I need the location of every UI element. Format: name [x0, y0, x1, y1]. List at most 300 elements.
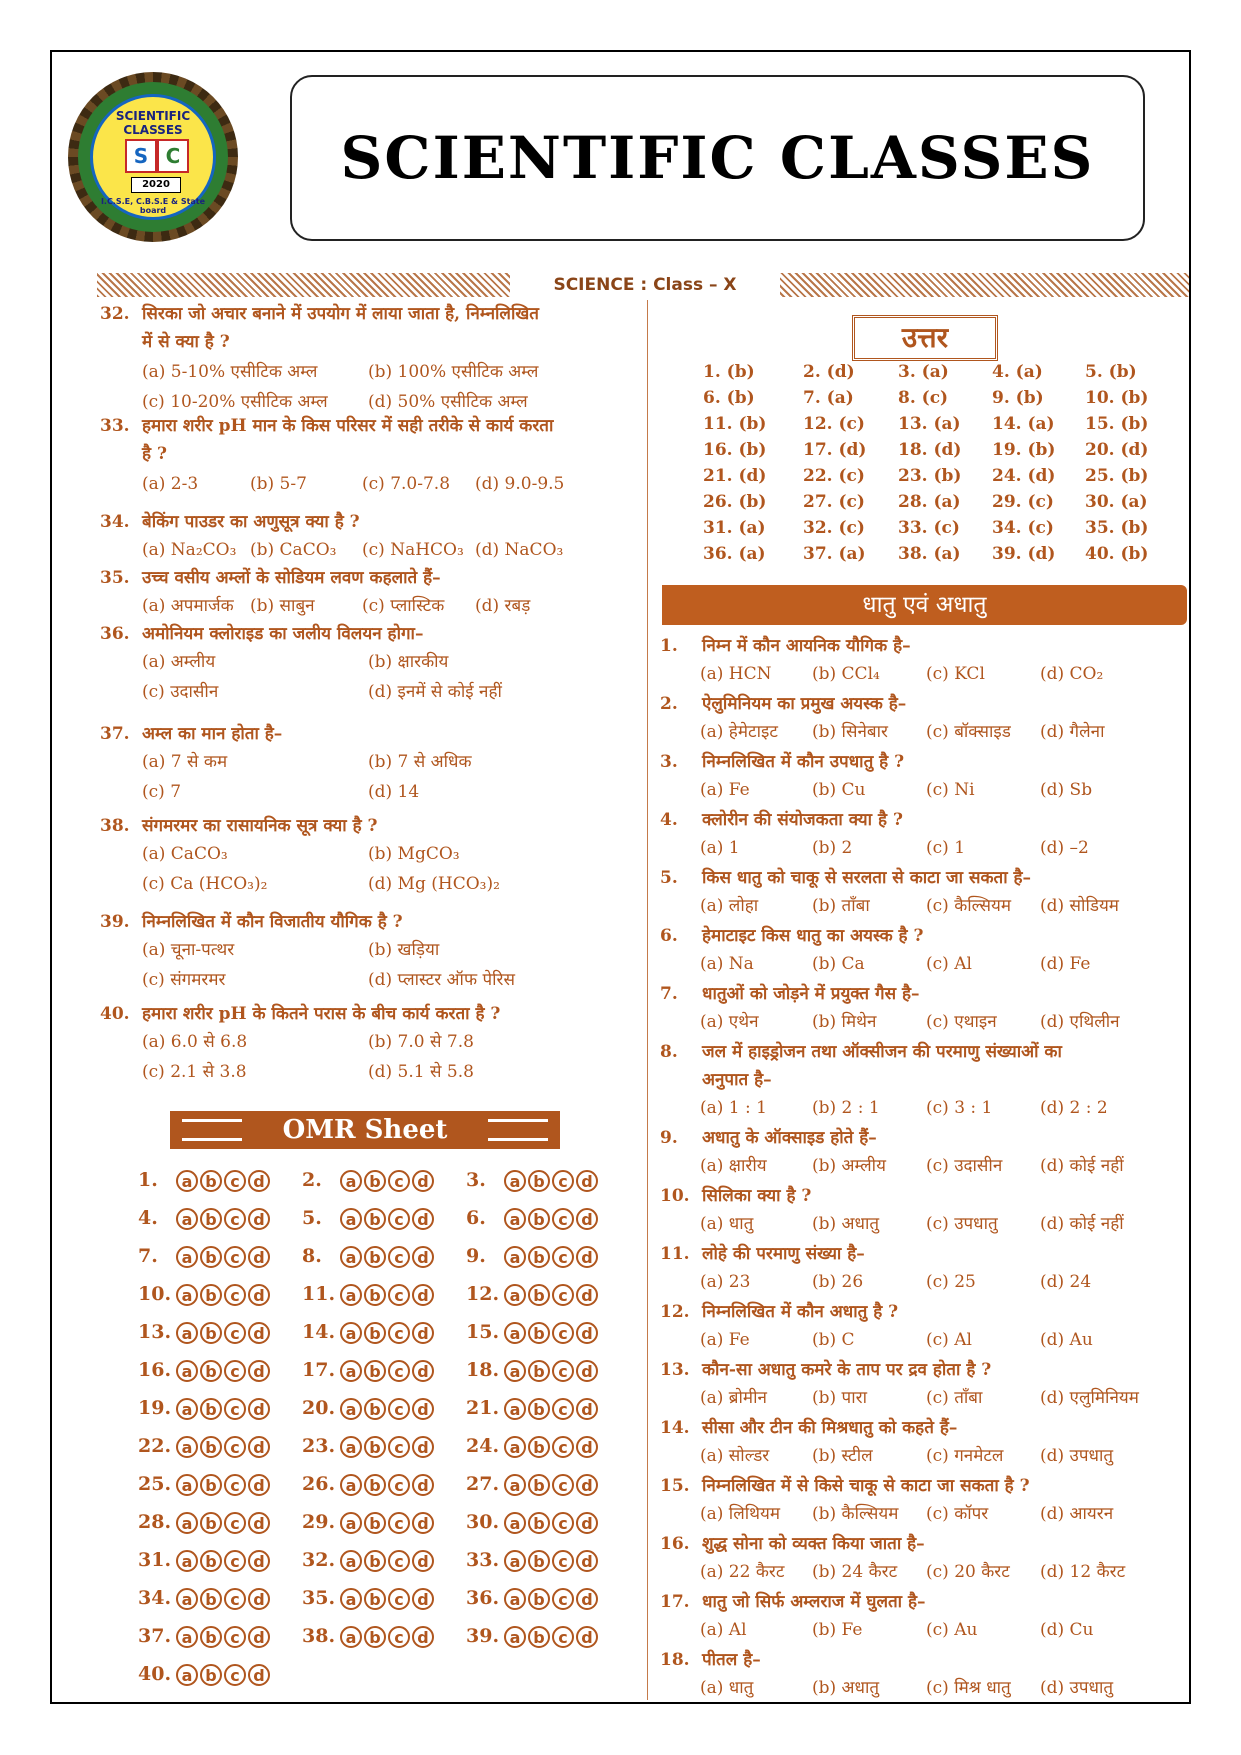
omr-number: 2.: [302, 1169, 322, 1191]
omr-bubble: c: [552, 1208, 574, 1230]
question-text: जल में हाइड्रोजन तथा ऑक्सीजन की परमाणु संख्याओं का: [702, 1042, 1062, 1062]
answer-item: 21. (d): [703, 466, 767, 486]
option: (c) Al: [926, 954, 972, 974]
question-number: 17.: [660, 1592, 690, 1612]
option: (d) CO₂: [1040, 664, 1104, 684]
answer-item: 28. (a): [898, 492, 961, 512]
question-item: [100, 1000, 640, 1028]
omr-bubble: a: [340, 1512, 362, 1534]
omr-bubble: d: [412, 1284, 434, 1306]
omr-row: [302, 1205, 436, 1231]
omr-number: 40.: [138, 1663, 172, 1685]
option: (b) 100% एसीटिक अम्ल: [368, 362, 539, 382]
omr-bubble: d: [412, 1626, 434, 1648]
omr-number: 29.: [302, 1511, 336, 1533]
omr-number: 17.: [302, 1359, 336, 1381]
option: (c) एथाइन: [926, 1012, 997, 1032]
omr-row: [466, 1471, 600, 1497]
question-number: 5.: [660, 868, 678, 888]
option: (a) अपमार्जक: [142, 596, 234, 616]
omr-bubble: b: [528, 1436, 550, 1458]
omr-bubble: a: [504, 1246, 526, 1268]
option: (c) 25: [926, 1272, 976, 1292]
omr-row: [466, 1319, 600, 1345]
question-item: [100, 508, 640, 536]
answer-item: 9. (b): [992, 388, 1044, 408]
question-text: अमोनियम क्लोराइड का जलीय विलयन होगा–: [142, 624, 424, 644]
omr-bubble: c: [552, 1360, 574, 1382]
omr-row: [138, 1167, 272, 1193]
omr-bubble: a: [504, 1436, 526, 1458]
omr-number: 4.: [138, 1207, 158, 1229]
answer-item: 24. (d): [992, 466, 1056, 486]
answer-item: 19. (b): [992, 440, 1056, 460]
option: (c) प्लास्टिक: [362, 596, 445, 616]
option: (c) Ni: [926, 780, 975, 800]
omr-bubble: b: [200, 1436, 222, 1458]
omr-bubble: c: [224, 1588, 246, 1610]
answer-item: 31. (a): [703, 518, 766, 538]
option: (b) 2 : 1: [812, 1098, 880, 1118]
omr-row: [302, 1471, 436, 1497]
question-number: 9.: [660, 1128, 678, 1148]
question-item: [660, 1182, 1190, 1210]
answer-item: 8. (c): [898, 388, 949, 408]
omr-bubble: b: [200, 1322, 222, 1344]
answer-item: 23. (b): [898, 466, 962, 486]
omr-bubble: d: [412, 1246, 434, 1268]
option: (c) 3 : 1: [926, 1098, 993, 1118]
option: (d) NaCO₃: [475, 540, 564, 560]
omr-bubble: d: [412, 1550, 434, 1572]
omr-row: [466, 1509, 600, 1535]
option: (d) प्लास्टर ऑफ पेरिस: [368, 970, 515, 990]
answer-item: 13. (a): [898, 414, 961, 434]
omr-bubble: a: [340, 1360, 362, 1382]
question-number: 7.: [660, 984, 678, 1004]
omr-bubble: c: [224, 1246, 246, 1268]
omr-number: 7.: [138, 1245, 158, 1267]
question-item: [660, 690, 1190, 718]
option: (c) Ca (HCO₃)₂: [142, 874, 268, 894]
omr-number: 28.: [138, 1511, 172, 1533]
answer-item: 1. (b): [703, 362, 755, 382]
omr-bubble: a: [504, 1322, 526, 1344]
question-item: [660, 748, 1190, 776]
omr-bubble: a: [176, 1664, 198, 1686]
question-text: सीसा और टीन की मिश्रधातु को कहते हैं–: [702, 1418, 958, 1438]
option: (a) लिथियम: [700, 1504, 781, 1524]
omr-title-bar: [170, 1111, 560, 1149]
option: (a) Fe: [700, 1330, 750, 1350]
omr-bubble: b: [200, 1474, 222, 1496]
answer-item: 11. (b): [703, 414, 767, 434]
option: (b) अधातु: [812, 1678, 880, 1698]
option: (d) 12 कैरट: [1040, 1562, 1126, 1582]
option: (b) Cu: [812, 780, 866, 800]
option: (d) 9.0-9.5: [475, 474, 565, 494]
omr-row: [138, 1357, 272, 1383]
question-text: अधातु के ऑक्साइड होते हैं–: [702, 1128, 877, 1148]
option: (d) सोडियम: [1040, 896, 1119, 916]
omr-bubble: b: [200, 1246, 222, 1268]
omr-bubble: a: [340, 1170, 362, 1192]
omr-bubble: d: [576, 1246, 598, 1268]
omr-bubble: d: [248, 1360, 270, 1382]
option: (b) साबुन: [250, 596, 315, 616]
omr-bubble: b: [364, 1284, 386, 1306]
omr-bubble: c: [552, 1588, 574, 1610]
option: (b) 5-7: [250, 474, 307, 494]
omr-bubble: c: [388, 1588, 410, 1610]
logo-year: 2020: [131, 177, 181, 193]
omr-row: [138, 1205, 272, 1231]
omr-bubble: d: [248, 1322, 270, 1344]
answer-item: 37. (a): [803, 544, 866, 564]
omr-bubble: d: [248, 1474, 270, 1496]
omr-bubble: b: [528, 1588, 550, 1610]
question-number: 39.: [100, 912, 130, 932]
omr-bubble: d: [248, 1664, 270, 1686]
logo-letter-s: S: [125, 139, 157, 173]
question-text: हमारा शरीर pH के कितने परास के बीच कार्य करता है ?: [142, 1004, 501, 1024]
logo-top-text: SCIENTIFIC CLASSES: [115, 109, 191, 137]
omr-bubble: c: [388, 1170, 410, 1192]
omr-bubble: c: [388, 1626, 410, 1648]
omr-bubble: c: [552, 1550, 574, 1572]
answer-item: 35. (b): [1085, 518, 1149, 538]
answer-item: 20. (d): [1085, 440, 1149, 460]
question-item: [660, 1530, 1190, 1558]
omr-row: [138, 1661, 272, 1687]
omr-bubble: b: [364, 1322, 386, 1344]
answer-item: 14. (a): [992, 414, 1055, 434]
omr-bubble: b: [528, 1360, 550, 1382]
omr-bubble: a: [176, 1550, 198, 1572]
omr-row: [302, 1585, 436, 1611]
question-item: [660, 1124, 1190, 1152]
option: (c) कैल्सियम: [926, 896, 1012, 916]
omr-row: [138, 1547, 272, 1573]
omr-bubble: c: [552, 1626, 574, 1648]
option: (a) एथेन: [700, 1012, 759, 1032]
omr-row: [302, 1623, 436, 1649]
omr-bubble: c: [552, 1170, 574, 1192]
option: (b) Fe: [812, 1620, 863, 1640]
answer-item: 32. (c): [803, 518, 865, 538]
omr-bubble: a: [504, 1550, 526, 1572]
option: (c) 20 कैरट: [926, 1562, 1010, 1582]
option: (c) कॉपर: [926, 1504, 989, 1524]
omr-bubble: b: [200, 1398, 222, 1420]
omr-bubble: d: [412, 1474, 434, 1496]
omr-bubble: b: [200, 1664, 222, 1686]
omr-bubble: c: [552, 1436, 574, 1458]
omr-bubble: c: [388, 1360, 410, 1382]
question-item: [660, 922, 1190, 950]
question-number: 11.: [660, 1244, 690, 1264]
omr-number: 39.: [466, 1625, 500, 1647]
omr-number: 22.: [138, 1435, 172, 1457]
omr-bubble: a: [340, 1550, 362, 1572]
question-text: शुद्ध सोना को व्यक्त किया जाता है–: [702, 1534, 925, 1554]
omr-bubble: a: [176, 1360, 198, 1382]
omr-number: 36.: [466, 1587, 500, 1609]
option: (b) सिनेबार: [812, 722, 888, 742]
omr-bubble: d: [576, 1512, 598, 1534]
omr-bubble: c: [224, 1398, 246, 1420]
omr-bubble: c: [388, 1322, 410, 1344]
omr-bubble: c: [224, 1170, 246, 1192]
omr-row: [138, 1395, 272, 1421]
omr-bubble: b: [200, 1360, 222, 1382]
answer-item: 6. (b): [703, 388, 755, 408]
omr-number: 27.: [466, 1473, 500, 1495]
omr-number: 8.: [302, 1245, 322, 1267]
question-text: निम्नलिखित में कौन उपधातु है ?: [702, 752, 905, 772]
omr-bubble: b: [200, 1512, 222, 1534]
omr-bubble: a: [504, 1360, 526, 1382]
omr-number: 14.: [302, 1321, 336, 1343]
option: (d) Mg (HCO₃)₂: [368, 874, 500, 894]
omr-row: [466, 1167, 600, 1193]
omr-row: [302, 1243, 436, 1269]
omr-bubble: a: [176, 1474, 198, 1496]
answer-item: 39. (d): [992, 544, 1056, 564]
option: (a) Fe: [700, 780, 750, 800]
option: (b) MgCO₃: [368, 844, 460, 864]
answer-item: 16. (b): [703, 440, 767, 460]
omr-bubble: d: [248, 1436, 270, 1458]
option: (c) बॉक्साइड: [926, 722, 1011, 742]
omr-bubble: c: [552, 1322, 574, 1344]
omr-row: [138, 1585, 272, 1611]
option: (b) C: [812, 1330, 855, 1350]
option: (a) 22 कैरट: [700, 1562, 785, 1582]
omr-bubble: c: [224, 1474, 246, 1496]
question-number: 36.: [100, 624, 130, 644]
omr-bubble: d: [248, 1284, 270, 1306]
omr-bubble: b: [528, 1246, 550, 1268]
omr-bubble: b: [364, 1626, 386, 1648]
option: (a) 2-3: [142, 474, 199, 494]
question-number: 32.: [100, 304, 130, 324]
option: (b) CCl₄: [812, 664, 880, 684]
omr-number: 31.: [138, 1549, 172, 1571]
option: (c) गनमेटल: [926, 1446, 1004, 1466]
question-number: 37.: [100, 724, 130, 744]
question-text: सिरका जो अचार बनाने में उपयोग में लाया जाता है, निम्नलिखित: [142, 304, 539, 324]
omr-bubble: a: [340, 1246, 362, 1268]
omr-bubble: d: [576, 1170, 598, 1192]
omr-bubble: c: [224, 1550, 246, 1572]
omr-row: [466, 1547, 600, 1573]
option: (a) अम्लीय: [142, 652, 216, 672]
omr-bubble: a: [504, 1398, 526, 1420]
omr-row: [466, 1205, 600, 1231]
omr-bubble: d: [576, 1436, 598, 1458]
question-number: 35.: [100, 568, 130, 588]
question-number: 13.: [660, 1360, 690, 1380]
omr-bubble: d: [412, 1360, 434, 1382]
omr-row: [138, 1243, 272, 1269]
question-item: [100, 300, 640, 328]
question-item: [100, 564, 640, 592]
omr-bubble: b: [528, 1474, 550, 1496]
omr-bubble: a: [176, 1170, 198, 1192]
column-divider: [647, 300, 648, 1700]
question-text-cont: अनुपात है–: [702, 1070, 772, 1090]
option: (c) 7: [142, 782, 182, 802]
option: (a) HCN: [700, 664, 772, 684]
question-text: पीतल है–: [702, 1650, 761, 1670]
omr-bubble: a: [176, 1512, 198, 1534]
omr-row: [466, 1281, 600, 1307]
omr-bubble: d: [248, 1550, 270, 1572]
omr-row: [138, 1281, 272, 1307]
omr-bubble: a: [176, 1398, 198, 1420]
question-text: किस धातु को चाकू से सरलता से काटा जा सकता है–: [702, 868, 1032, 888]
option: (a) ब्रोमीन: [700, 1388, 767, 1408]
answer-item: 33. (c): [898, 518, 960, 538]
option: (c) KCl: [926, 664, 985, 684]
option: (d) रबड़: [475, 596, 531, 616]
omr-bubble: b: [200, 1284, 222, 1306]
option: (a) सोल्डर: [700, 1446, 770, 1466]
option: (c) Au: [926, 1620, 978, 1640]
omr-bubble: c: [224, 1284, 246, 1306]
omr-bubble: d: [412, 1322, 434, 1344]
question-text-cont: में से क्या है ?: [142, 332, 230, 352]
option: (a) लोहा: [700, 896, 759, 916]
omr-number: 15.: [466, 1321, 500, 1343]
option: (d) –2: [1040, 838, 1089, 858]
omr-number: 20.: [302, 1397, 336, 1419]
omr-bubble: a: [504, 1284, 526, 1306]
omr-bubble: c: [224, 1208, 246, 1230]
omr-bubble: c: [552, 1474, 574, 1496]
answer-item: 38. (a): [898, 544, 961, 564]
omr-number: 37.: [138, 1625, 172, 1647]
omr-bubble: d: [576, 1626, 598, 1648]
omr-number: 12.: [466, 1283, 500, 1305]
answer-item: 7. (a): [803, 388, 854, 408]
omr-row: [138, 1509, 272, 1535]
question-text: निम्नलिखित में से किसे चाकू से काटा जा सकता है ?: [702, 1476, 1030, 1496]
omr-bubble: d: [576, 1550, 598, 1572]
option: (c) संगमरमर: [142, 970, 226, 990]
omr-bubble: b: [200, 1588, 222, 1610]
omr-bubble: b: [200, 1170, 222, 1192]
title-box: [290, 75, 1145, 241]
omr-row: [302, 1433, 436, 1459]
option: (a) क्षारीय: [700, 1156, 767, 1176]
question-number: 40.: [100, 1004, 130, 1024]
answer-item: 29. (c): [992, 492, 1054, 512]
omr-row: [302, 1509, 436, 1535]
omr-bubble: b: [528, 1322, 550, 1344]
option: (c) 2.1 से 3.8: [142, 1062, 247, 1082]
omr-number: 34.: [138, 1587, 172, 1609]
question-item: [100, 812, 640, 840]
question-text: निम्न में कौन आयनिक यौगिक है–: [702, 636, 911, 656]
option: (a) Na₂CO₃: [142, 540, 237, 560]
omr-title: OMR Sheet: [282, 1115, 448, 1145]
option: (d) Sb: [1040, 780, 1093, 800]
option: (b) 24 कैरट: [812, 1562, 898, 1582]
omr-row: [138, 1623, 272, 1649]
omr-number: 18.: [466, 1359, 500, 1381]
question-item: [660, 1588, 1190, 1616]
option: (a) 6.0 से 6.8: [142, 1032, 248, 1052]
omr-number: 13.: [138, 1321, 172, 1343]
question-text: धातु जो सिर्फ अम्लराज में घुलता है–: [702, 1592, 926, 1612]
omr-number: 21.: [466, 1397, 500, 1419]
option: (b) ताँबा: [812, 896, 870, 916]
option: (c) NaHCO₃: [362, 540, 464, 560]
omr-bubble: b: [364, 1398, 386, 1420]
omr-bubble: d: [248, 1626, 270, 1648]
omr-number: 1.: [138, 1169, 158, 1191]
omr-bubble: a: [504, 1208, 526, 1230]
question-item: [100, 908, 640, 936]
omr-bubble: d: [576, 1360, 598, 1382]
option: (d) Au: [1040, 1330, 1093, 1350]
option: (b) पारा: [812, 1388, 867, 1408]
omr-bubble: a: [340, 1208, 362, 1230]
omr-number: 10.: [138, 1283, 172, 1305]
option: (c) उदासीन: [926, 1156, 1003, 1176]
omr-bubble: c: [388, 1512, 410, 1534]
question-number: 3.: [660, 752, 678, 772]
question-number: 10.: [660, 1186, 690, 1206]
answer-item: 17. (d): [803, 440, 867, 460]
option: (d) आयरन: [1040, 1504, 1114, 1524]
omr-bubble: b: [528, 1398, 550, 1420]
option: (d) 14: [368, 782, 420, 802]
option: (d) गैलेना: [1040, 722, 1105, 742]
question-item: [660, 1472, 1190, 1500]
option: (b) 2: [812, 838, 853, 858]
omr-bubble: b: [364, 1208, 386, 1230]
question-item: [100, 620, 640, 648]
answer-item: 15. (b): [1085, 414, 1149, 434]
option: (a) 5-10% एसीटिक अम्ल: [142, 362, 318, 382]
omr-number: 35.: [302, 1587, 336, 1609]
omr-row: [302, 1395, 436, 1421]
omr-bubble: a: [176, 1588, 198, 1610]
omr-bubble: a: [340, 1588, 362, 1610]
question-text: हेमाटाइट किस धातु का अयस्क है ?: [702, 926, 924, 946]
omr-bubble: a: [176, 1208, 198, 1230]
option: (b) Ca: [812, 954, 865, 974]
question-number: 15.: [660, 1476, 690, 1496]
omr-row: [302, 1357, 436, 1383]
question-text: धातुओं को जोड़ने में प्रयुक्त गैस है–: [702, 984, 920, 1004]
logo-bottom-text: I.C.S.E, C.B.S.E & State board: [100, 197, 206, 215]
option: (c) 7.0-7.8: [362, 474, 451, 494]
omr-bubble: c: [388, 1208, 410, 1230]
answer-item: 5. (b): [1085, 362, 1137, 382]
option: (c) उदासीन: [142, 682, 219, 702]
option: (a) चूना-पत्थर: [142, 940, 235, 960]
omr-row: [302, 1167, 436, 1193]
option: (d) एथिलीन: [1040, 1012, 1120, 1032]
omr-bubble: c: [388, 1398, 410, 1420]
omr-bubble: b: [200, 1550, 222, 1572]
question-item: [660, 1646, 1190, 1674]
omr-bubble: b: [528, 1550, 550, 1572]
